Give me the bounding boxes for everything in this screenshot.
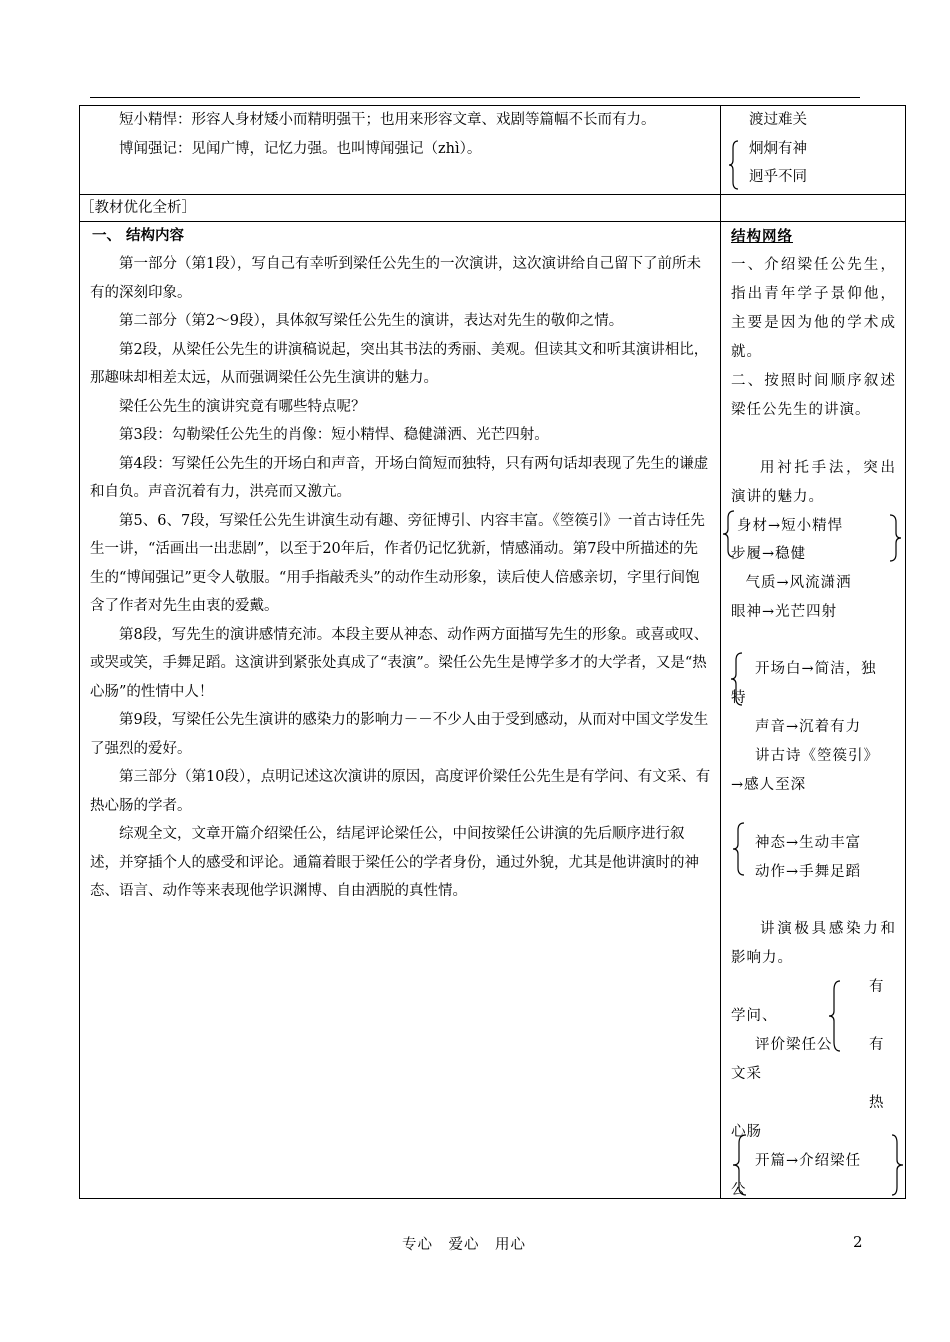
analysis-paragraph: 第三部分（第10段），点明记述这次演讲的原因，高度评价梁任公先生是有学问、有文采、有热心肠的学者。 bbox=[90, 769, 711, 814]
evaluation-item: 热 bbox=[869, 1095, 885, 1111]
analysis-paragraph: 第4段：写梁任公先生的开场白和声音，开场白简短而独特，只有两句话却表现了先生的谦虚和自负。声音沉着有力，洪亮而又激亢。 bbox=[90, 455, 709, 500]
left-brace-icon bbox=[733, 822, 745, 876]
influence-note: 讲演极具感染力和影响力。 bbox=[731, 921, 896, 966]
poem-item: 讲古诗《箜篌引》 bbox=[755, 748, 879, 764]
analysis-paragraph: 第一部分（第1段），写自己有幸听到梁任公先生的一次演讲，这次演讲给自己留下了前所未有的深刻印象。 bbox=[90, 256, 701, 301]
word-item: 迥乎不同 bbox=[749, 169, 807, 185]
vocab-line: 博闻强记：见闻广博，记忆力强。也叫博闻强记（zhì）。 bbox=[119, 140, 482, 157]
analysis-paragraph: 综观全文，文章开篇介绍梁任公，结尾评论梁任公，中间按梁任公讲演的先后顺序进行叙述，并穿插个人的感受和评论。通篇着眼于梁任公的学者身份，通过外貌，尤其是他讲演时的神态、语言、动作等来表现他学识渊博、自由洒脱的真性情。 bbox=[90, 826, 699, 899]
appearance-item: 气质→风流潇洒 bbox=[745, 575, 852, 591]
summary-item: 公 bbox=[731, 1182, 747, 1198]
appearance-item: 身材→短小精悍 bbox=[737, 518, 844, 534]
words-cell bbox=[721, 106, 906, 195]
vocab-row bbox=[80, 106, 906, 195]
evaluation-item: 有 bbox=[869, 1037, 885, 1053]
left-brace-icon bbox=[729, 140, 739, 190]
word-item: 炯炯有神 bbox=[749, 140, 807, 157]
structure-part-2: 二、按照时间顺序叙述梁任公先生的讲演。 bbox=[731, 373, 896, 418]
analysis-paragraph: 第2段，从梁任公先生的讲演稿说起，突出其书法的秀丽、美观。但读其文和听其演讲相比，那趣味却相差太远，从而强调梁任公先生演讲的魅力。 bbox=[90, 341, 709, 386]
evaluation-item: 有 bbox=[869, 979, 885, 995]
evaluation-item: 文采 bbox=[731, 1066, 762, 1082]
action-item: 动作→手舞足蹈 bbox=[755, 864, 862, 880]
contrast-note: 用衬托手法，突出演讲的魅力。 bbox=[731, 460, 896, 505]
header-rule bbox=[90, 97, 860, 98]
evaluation-item: 心肠 bbox=[731, 1124, 762, 1140]
structure-part-1: 一、介绍梁任公先生，指出青年学子景仰他，主要是因为他的学术成就。 bbox=[731, 257, 896, 360]
analysis-cell bbox=[80, 222, 721, 1199]
opening-item: 特 bbox=[731, 690, 747, 706]
evaluation-item: 学问、 bbox=[731, 1008, 778, 1024]
voice-item: 声音→沉着有力 bbox=[755, 719, 862, 735]
page-number: 2 bbox=[853, 1233, 863, 1251]
opening-item: 开场白→简洁，独 bbox=[755, 661, 877, 677]
analysis-paragraph: 第8段，写先生的演讲感情充沛。本段主要从神态、动作两方面描写先生的形象。或喜或叹、或哭或笑，手舞足蹈。这演讲到紧张处真成了“表演”。梁任公先生是博学多才的大学者，又是“热心肠”的性情中人！ bbox=[90, 626, 709, 700]
content-table bbox=[79, 105, 906, 1199]
section-header: ［教材优化全析］ bbox=[80, 195, 721, 222]
section-header-row bbox=[80, 195, 906, 222]
section-header-empty bbox=[721, 195, 906, 222]
structure-cell bbox=[721, 222, 906, 1199]
analysis-paragraph: 第9段，写梁任公先生演讲的感染力的影响力－－不少人由于受到感动，从而对中国文学发生了强烈的爱好。 bbox=[90, 712, 709, 757]
analysis-paragraph: 第二部分（第2～9段），具体叙写梁任公先生的演讲，表达对先生的敬仰之情。 bbox=[119, 313, 624, 329]
analysis-paragraph: 第3段：勾勒梁任公先生的肖像：短小精悍、稳健潇洒、光芒四射。 bbox=[119, 427, 549, 443]
evaluation-label: 评价梁任公 bbox=[755, 1037, 833, 1053]
structure-network bbox=[721, 222, 905, 1198]
appearance-item: 步履→稳健 bbox=[731, 546, 807, 562]
analysis-paragraph: 第5、6、7段，写梁任公先生讲演生动有趣、旁征博引、内容丰富。《箜篌引》一首古诗任先生一讲，“活画出一出悲剧”，以至于20年后，作者仍记忆犹新，情感涌动。第7段中所描述的先生的“博闻强记”更令人敬服。“用手指敲秃头”的动作生动形象，读后使人倍感亲切，字里行间饱含了作者对先生由衷的爱戴。 bbox=[90, 512, 705, 614]
appearance-item: 眼神→光芒四射 bbox=[731, 604, 838, 620]
analysis-row bbox=[80, 222, 906, 1199]
poem-item: →感人至深 bbox=[731, 777, 807, 793]
summary-item: 开篇→介绍梁任 bbox=[755, 1153, 862, 1169]
analysis-heading: 一、 结构内容 bbox=[92, 227, 185, 244]
vocab-cell bbox=[80, 106, 721, 195]
vocab-line: 短小精悍：形容人身材矮小而精明强干；也用来形容文章、戏剧等篇幅不长而有力。 bbox=[119, 112, 656, 128]
word-item: 渡过难关 bbox=[749, 112, 807, 128]
structure-title: 结构网络 bbox=[731, 228, 793, 245]
analysis-paragraph: 梁任公先生的演讲究竟有哪些特点呢？ bbox=[119, 398, 366, 415]
footer-motto: 专心 爱心 用心 bbox=[402, 1237, 526, 1253]
expression-item: 神态→生动丰富 bbox=[755, 835, 862, 851]
